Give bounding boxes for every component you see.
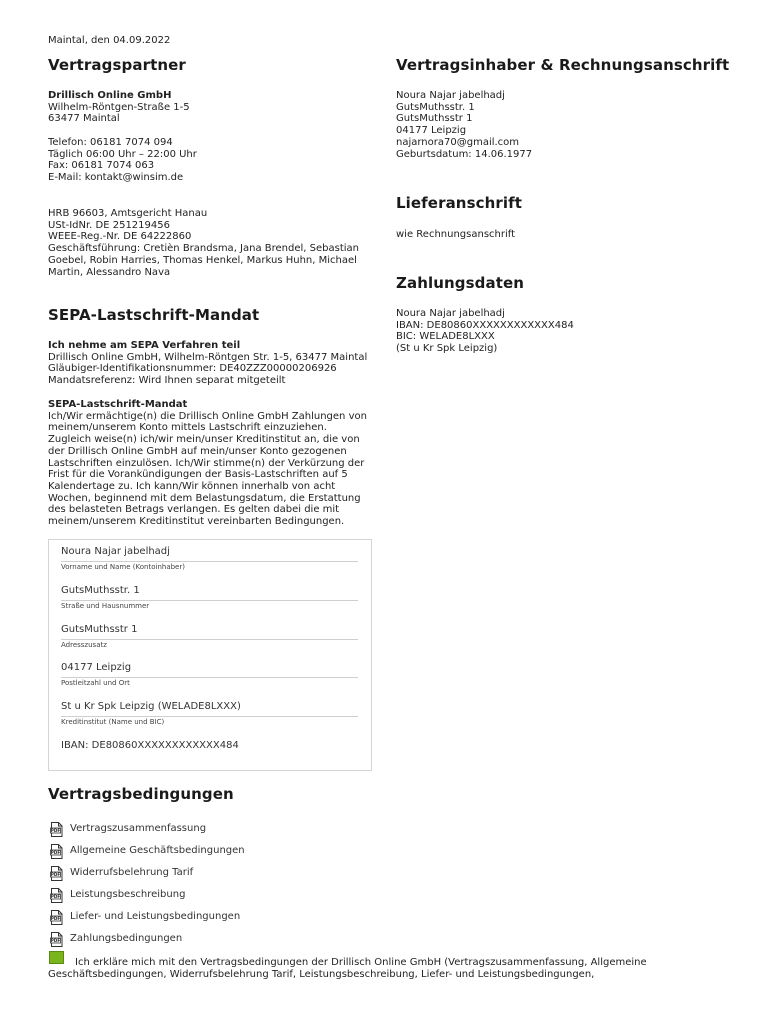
legal-line: HRB 96603, Amtsgericht Hanau <box>48 208 208 219</box>
company-fax: Fax: 06181 7074 063 <box>48 160 155 172</box>
doc-link-label[interactable]: Widerrufsbelehrung Tarif <box>70 867 194 879</box>
payment-line: Noura Najar jabelhadj <box>396 308 505 319</box>
payment-bic: BIC: WELADE8LXXX <box>396 331 495 343</box>
sepa-mandate-line: der Drillisch Online GmbH auf mein/unser Konto gezogenen <box>48 445 347 457</box>
legal-line: USt-IdNr. DE 251219456 <box>48 219 170 231</box>
street-value: GutsMuthsstr. 1 <box>61 585 140 596</box>
sepa-intro-title: Ich nehme am SEPA Verfahren teil <box>48 340 241 351</box>
address-addition-value: GutsMuthsstr 1 <box>61 624 138 635</box>
doc-link-label[interactable]: Allgemeine Geschäftsbedingungen <box>70 845 245 857</box>
company-hours: Täglich 06:00 Uhr – 22:00 Uhr <box>48 148 197 160</box>
postal-city-label: Postleitzahl und Ort <box>61 679 130 687</box>
svg-text:PDF: PDF <box>50 893 61 899</box>
zahlungsdaten-heading: Zahlungsdaten <box>396 274 525 292</box>
company-address-line: 63477 Maintal <box>48 113 120 125</box>
terms-consent-text <box>48 957 688 981</box>
account-holder-value: Noura Najar jabelhadj <box>61 546 170 557</box>
account-holder-label: Vorname und Name (Kontoinhaber) <box>61 563 185 571</box>
sepa-mandate-line: Kalendertage zu. Ich kann/Wir können innerhalb von acht <box>48 480 336 492</box>
company-legal <box>48 208 359 278</box>
lieferanschrift-text: wie Rechnungsanschrift <box>396 229 516 240</box>
company-phone: Telefon: 06181 7074 094 <box>48 137 173 148</box>
doc-link-leistungsbeschreibung[interactable] <box>50 887 185 903</box>
iban-value: IBAN: DE80860XXXXXXXXXXXX484 <box>61 740 239 751</box>
legal-line: Martin, Alessandro Nava <box>48 266 171 278</box>
consent-line: Geschäftsbedingungen, Widerrufsbelehrung Tarif, Leistungsbeschreibung, Liefer- und Leistungsbedingungen, <box>48 968 595 980</box>
vertragspartner-heading: Vertragspartner <box>48 56 186 74</box>
sepa-heading: SEPA-Lastschrift-Mandat <box>48 306 260 324</box>
street-label: Straße und Hausnummer <box>61 602 150 610</box>
address-addition-field <box>61 624 358 650</box>
postal-city-value: 04177 Leipzig <box>61 662 132 673</box>
sepa-mandate-line: meinem/unserem Kreditinstitut vereinbarten Bedingungen. <box>48 516 345 528</box>
place-date: Maintal, den 04.09.2022 <box>48 35 171 46</box>
holder-line: GutsMuthsstr. 1 <box>396 101 475 113</box>
holder-birthdate: Geburtsdatum: 14.06.1977 <box>396 148 533 160</box>
bank-value: St u Kr Spk Leipzig (WELADE8LXXX) <box>61 701 241 712</box>
company-email: E-Mail: kontakt@winsim.de <box>48 172 184 184</box>
holder-line: Noura Najar jabelhadj <box>396 90 505 101</box>
sepa-intro-line: Drillisch Online GmbH, Wilhelm-Röntgen Str. 1-5, 63477 Maintal <box>48 351 368 363</box>
legal-line: Geschäftsführung: Cretièn Brandsma, Jana Brendel, Sebastian <box>48 243 359 255</box>
sepa-mandate-form <box>48 539 372 771</box>
sepa-mandate-line: Ich/Wir ermächtige(n) die Drillisch Online GmbH Zahlungen von <box>48 410 367 422</box>
sepa-intro-line: Mandatsreferenz: Wird Ihnen separat mitgeteilt <box>48 375 286 387</box>
doc-link-label[interactable]: Leistungsbeschreibung <box>70 889 186 901</box>
doc-link-agb[interactable] <box>50 843 245 859</box>
bank-label: Kreditinstitut (Name und BIC) <box>61 718 165 726</box>
legal-line: WEEE-Reg.-Nr. DE 64222860 <box>48 231 192 243</box>
doc-link-label[interactable]: Vertragszusammenfassung <box>70 823 207 835</box>
lieferanschrift-heading: Lieferanschrift <box>396 194 523 212</box>
svg-text:PDF: PDF <box>50 871 61 877</box>
holder-line: 04177 Leipzig <box>396 125 467 137</box>
sepa-mandate-line: Wochen, beginnend mit dem Belastungsdatum, die Erstattung <box>48 492 361 504</box>
doc-link-label[interactable]: Liefer- und Leistungsbedingungen <box>70 911 241 923</box>
vertragsinhaber-heading: Vertragsinhaber & Rechnungsanschrift <box>396 56 730 74</box>
holder-email: najarnora70@gmail.com <box>396 136 520 148</box>
pdf-document-icon <box>50 844 63 859</box>
company-contact <box>48 137 197 184</box>
svg-text:PDF: PDF <box>50 915 61 921</box>
vertragspartner-block <box>48 90 190 125</box>
iban-field <box>61 740 358 752</box>
sepa-mandate-line: Frist für die Vorankündigungen der Basis-Lastschriften auf 5 <box>48 469 348 481</box>
payment-iban: IBAN: DE80860XXXXXXXXXXXX484 <box>396 319 574 331</box>
sepa-mandate-title: SEPA-Lastschrift-Mandat <box>48 399 188 410</box>
company-name: Drillisch Online GmbH <box>48 90 172 101</box>
doc-link-zahlungsbedingungen[interactable] <box>50 931 182 947</box>
svg-text:PDF: PDF <box>50 827 61 833</box>
pdf-document-icon <box>50 910 63 925</box>
pdf-document-icon <box>50 888 63 903</box>
vertragsinhaber-block <box>396 90 532 160</box>
sepa-mandate-line: meinem/unserem Konto mittels Lastschrift einzuziehen. <box>48 422 327 434</box>
doc-link-widerrufsbelehrung[interactable] <box>50 865 193 881</box>
consent-line: Ich erkläre mich mit den Vertragsbedingungen der Drillisch Online GmbH (Vertragszusammenfassung, Allgemeine <box>75 957 647 968</box>
sepa-mandate-line: Zugleich weise(n) ich/wir mein/unser Kreditinstitut an, die von <box>48 434 360 446</box>
svg-text:PDF: PDF <box>50 937 61 943</box>
pdf-document-icon <box>50 822 63 837</box>
doc-link-liefer-leistungsbedingungen[interactable] <box>50 909 240 925</box>
sepa-mandate-text <box>48 399 367 528</box>
account-holder-field <box>61 546 358 572</box>
zahlungsdaten-block <box>396 308 574 355</box>
holder-line: GutsMuthsstr 1 <box>396 113 473 125</box>
company-address-line: Wilhelm-Röntgen-Straße 1-5 <box>48 101 190 113</box>
bank-field <box>61 701 358 727</box>
svg-text:PDF: PDF <box>50 849 61 855</box>
street-field <box>61 585 358 611</box>
sepa-mandate-line: des belasteten Betrags verlangen. Es gelten dabei die mit <box>48 504 340 516</box>
payment-bank: (St u Kr Spk Leipzig) <box>396 343 498 355</box>
pdf-document-icon <box>50 866 63 881</box>
address-addition-label: Adresszusatz <box>61 641 107 649</box>
postal-city-field <box>61 662 358 688</box>
doc-link-label[interactable]: Zahlungsbedingungen <box>70 933 183 945</box>
pdf-document-icon <box>50 932 63 947</box>
doc-link-vertragszusammenfassung[interactable] <box>50 821 206 837</box>
vertragsbedingungen-heading: Vertragsbedingungen <box>48 785 234 803</box>
sepa-intro <box>48 340 367 387</box>
sepa-intro-line: Gläubiger-Identifikationsnummer: DE40ZZZ00000206926 <box>48 363 337 375</box>
sepa-mandate-line: Lastschriften einzulösen. Ich/Wir stimme(n) der Verkürzung der <box>48 457 365 469</box>
legal-line: Goebel, Robin Harries, Thomas Henkel, Markus Huhn, Michael <box>48 254 357 266</box>
